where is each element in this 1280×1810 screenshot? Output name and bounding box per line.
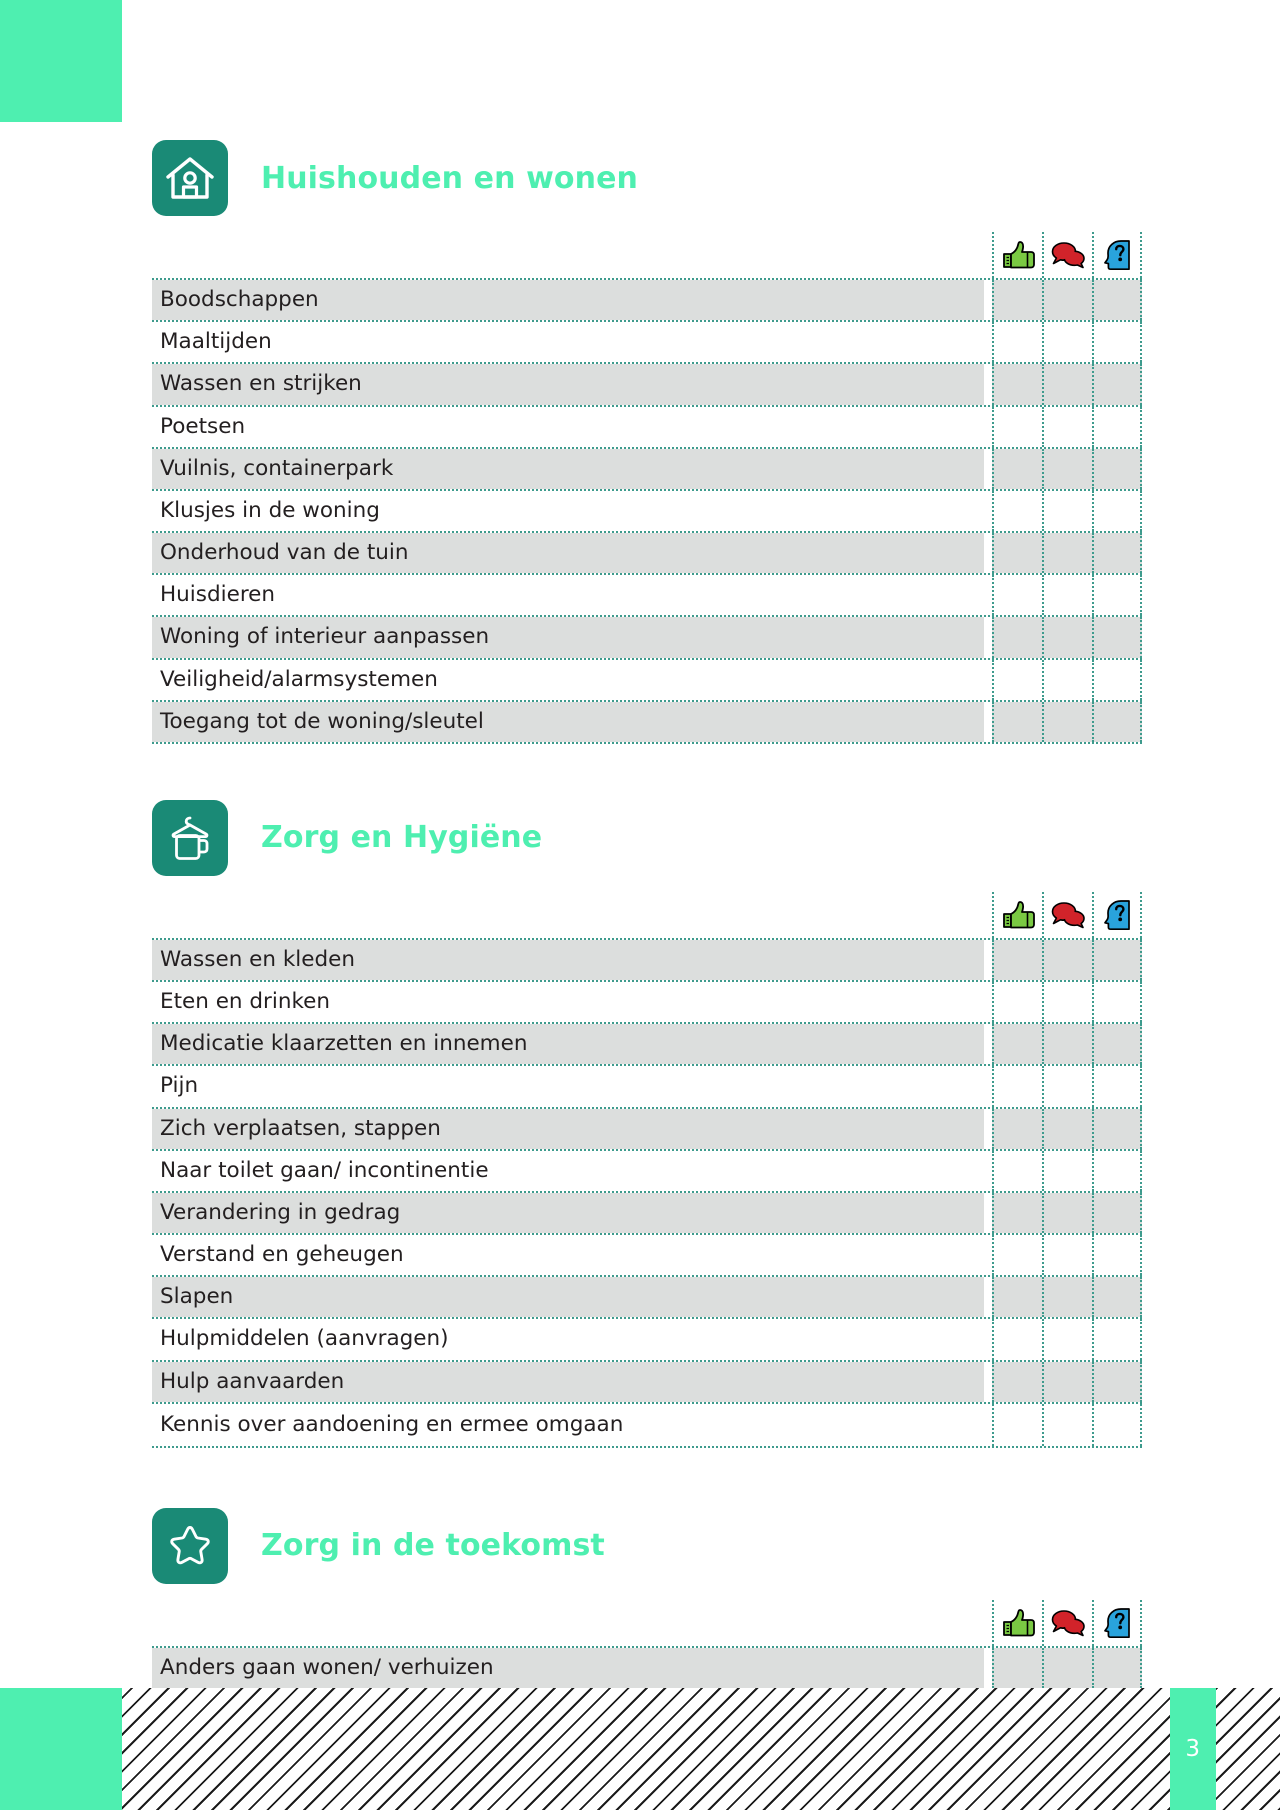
checkbox-cell-thumbs-up[interactable] — [992, 702, 1042, 742]
checkbox-cell-speech-bubbles[interactable] — [1042, 322, 1092, 362]
legend-cell-head-question — [1092, 1600, 1142, 1646]
table-row[interactable] — [152, 533, 1142, 575]
table-row[interactable] — [152, 1151, 1142, 1193]
decorative-corner-block-top-left — [0, 0, 122, 122]
checkbox-cell-speech-bubbles[interactable] — [1042, 1151, 1092, 1191]
checkbox-cell-speech-bubbles[interactable] — [1042, 1319, 1092, 1359]
checkbox-cell-thumbs-up[interactable] — [992, 533, 1042, 573]
checkbox-cell-speech-bubbles[interactable] — [1042, 1193, 1092, 1233]
checkbox-cell-speech-bubbles[interactable] — [1042, 280, 1092, 320]
checkbox-cell-head-question[interactable] — [1092, 322, 1142, 362]
row-label: Huisdieren — [152, 575, 984, 615]
row-label: Verandering in gedrag — [152, 1193, 984, 1233]
head-question-icon — [1102, 899, 1132, 931]
table-row[interactable] — [152, 364, 1142, 406]
cell-gap — [984, 660, 992, 700]
checkbox-cell-thumbs-up[interactable] — [992, 1648, 1042, 1688]
row-label: Toegang tot de woning/sleutel — [152, 702, 984, 742]
cell-gap — [984, 533, 992, 573]
table-row[interactable] — [152, 575, 1142, 617]
checkbox-cell-thumbs-up[interactable] — [992, 322, 1042, 362]
table-row[interactable] — [152, 1362, 1142, 1404]
table-row[interactable] — [152, 407, 1142, 449]
table-row[interactable] — [152, 1235, 1142, 1277]
table-row[interactable] — [152, 940, 1142, 982]
row-label: Wassen en strijken — [152, 364, 984, 404]
cell-gap — [984, 322, 992, 362]
legend-cell-thumbs-up — [992, 232, 1042, 278]
decorative-corner-block-bottom-left — [0, 1688, 122, 1810]
checkbox-cell-head-question[interactable] — [1092, 702, 1142, 742]
checkbox-cell-thumbs-up[interactable] — [992, 1066, 1042, 1106]
checkbox-cell-head-question[interactable] — [1092, 1066, 1142, 1106]
checkbox-cell-speech-bubbles[interactable] — [1042, 491, 1092, 531]
checkbox-cell-head-question[interactable] — [1092, 575, 1142, 615]
cell-gap — [984, 575, 992, 615]
checkbox-cell-thumbs-up[interactable] — [992, 617, 1042, 657]
section-zorg-en-hygiene — [152, 800, 1142, 1448]
checkbox-cell-speech-bubbles[interactable] — [1042, 1109, 1092, 1149]
row-label: Vuilnis, containerpark — [152, 449, 984, 489]
section-header — [152, 140, 1142, 216]
table-row[interactable] — [152, 1648, 1142, 1690]
star-icon — [152, 1508, 228, 1584]
table-row[interactable] — [152, 1109, 1142, 1151]
speech-bubbles-icon — [1050, 1609, 1086, 1637]
checkbox-cell-head-question[interactable] — [1092, 982, 1142, 1022]
row-label: Zich verplaatsen, stappen — [152, 1109, 984, 1149]
checkbox-cell-thumbs-up[interactable] — [992, 575, 1042, 615]
footer-hatch-pattern — [0, 1688, 1280, 1810]
cell-gap — [984, 940, 992, 980]
thumbs-up-icon — [1000, 240, 1036, 270]
checkbox-cell-speech-bubbles[interactable] — [1042, 449, 1092, 489]
row-label: Wassen en kleden — [152, 940, 984, 980]
checkbox-cell-thumbs-up[interactable] — [992, 1235, 1042, 1275]
checkbox-cell-head-question[interactable] — [1092, 1277, 1142, 1317]
table-row[interactable] — [152, 617, 1142, 659]
row-label: Naar toilet gaan/ incontinentie — [152, 1151, 984, 1191]
legend-cell-thumbs-up — [992, 892, 1042, 938]
checkbox-cell-head-question[interactable] — [1092, 1235, 1142, 1275]
cell-gap — [984, 1319, 992, 1359]
cell-gap — [984, 1404, 992, 1446]
checkbox-cell-thumbs-up[interactable] — [992, 982, 1042, 1022]
row-label: Woning of interieur aanpassen — [152, 617, 984, 657]
cell-gap — [984, 1648, 992, 1688]
checkbox-cell-thumbs-up[interactable] — [992, 1277, 1042, 1317]
checkbox-cell-head-question[interactable] — [1092, 1648, 1142, 1688]
cell-gap — [984, 1362, 992, 1402]
checkbox-cell-head-question[interactable] — [1092, 1362, 1142, 1402]
cell-gap — [984, 1151, 992, 1191]
checkbox-cell-thumbs-up[interactable] — [992, 491, 1042, 531]
section-huishouden-en-wonen — [152, 140, 1142, 744]
checklist-table-huishouden — [152, 278, 1142, 744]
checkbox-cell-head-question[interactable] — [1092, 449, 1142, 489]
row-label: Boodschappen — [152, 280, 984, 320]
checkbox-cell-head-question[interactable] — [1092, 1193, 1142, 1233]
checkbox-cell-speech-bubbles[interactable] — [1042, 1024, 1092, 1064]
checkbox-cell-head-question[interactable] — [1092, 533, 1142, 573]
table-row[interactable] — [152, 1066, 1142, 1108]
legend-cell-speech-bubbles — [1042, 232, 1092, 278]
checkbox-cell-speech-bubbles[interactable] — [1042, 1648, 1092, 1688]
checkbox-cell-thumbs-up[interactable] — [992, 1109, 1042, 1149]
cell-gap — [984, 280, 992, 320]
checkbox-cell-speech-bubbles[interactable] — [1042, 533, 1092, 573]
row-label: Kennis over aandoening en ermee omgaan — [152, 1404, 984, 1446]
row-label: Anders gaan wonen/ verhuizen — [152, 1648, 984, 1688]
page-number: 3 — [1185, 1736, 1201, 1762]
table-row[interactable] — [152, 280, 1142, 322]
checkbox-cell-thumbs-up[interactable] — [992, 660, 1042, 700]
checkbox-cell-thumbs-up[interactable] — [992, 940, 1042, 980]
legend-cell-speech-bubbles — [1042, 892, 1092, 938]
row-label: Maaltijden — [152, 322, 984, 362]
checkbox-cell-speech-bubbles[interactable] — [1042, 617, 1092, 657]
checkbox-cell-speech-bubbles[interactable] — [1042, 407, 1092, 447]
table-row[interactable] — [152, 491, 1142, 533]
head-question-icon — [1102, 239, 1132, 271]
checkbox-cell-head-question[interactable] — [1092, 1151, 1142, 1191]
checklist-table-zorg-hygiene — [152, 938, 1142, 1448]
table-row[interactable] — [152, 1319, 1142, 1361]
cell-gap — [984, 407, 992, 447]
page-footer — [0, 1688, 1280, 1810]
row-label: Hulpmiddelen (aanvragen) — [152, 1319, 984, 1359]
checkbox-cell-speech-bubbles[interactable] — [1042, 1066, 1092, 1106]
table-row[interactable] — [152, 1404, 1142, 1448]
checkbox-cell-speech-bubbles[interactable] — [1042, 575, 1092, 615]
row-label: Eten en drinken — [152, 982, 984, 1022]
legend-cell-speech-bubbles — [1042, 1600, 1092, 1646]
row-label: Slapen — [152, 1277, 984, 1317]
thumbs-up-icon — [1000, 1608, 1036, 1638]
legend-cell-head-question — [1092, 892, 1142, 938]
checkbox-cell-thumbs-up[interactable] — [992, 1362, 1042, 1402]
cell-gap — [984, 702, 992, 742]
table-row[interactable] — [152, 322, 1142, 364]
checkbox-cell-speech-bubbles[interactable] — [1042, 660, 1092, 700]
head-question-icon — [1102, 1607, 1132, 1639]
cell-gap — [984, 449, 992, 489]
table-row[interactable] — [152, 1024, 1142, 1066]
cell-gap — [984, 364, 992, 404]
page-content — [152, 140, 1142, 1810]
legend-row — [152, 1600, 1142, 1646]
checkbox-cell-thumbs-up[interactable] — [992, 1193, 1042, 1233]
row-label: Medicatie klaarzetten en innemen — [152, 1024, 984, 1064]
checkbox-cell-thumbs-up[interactable] — [992, 449, 1042, 489]
cell-gap — [984, 1109, 992, 1149]
hanger-basin-icon — [152, 800, 228, 876]
cell-gap — [984, 1066, 992, 1106]
checkbox-cell-head-question[interactable] — [1092, 660, 1142, 700]
table-row[interactable] — [152, 982, 1142, 1024]
row-label: Pijn — [152, 1066, 984, 1106]
checkbox-cell-head-question[interactable] — [1092, 1024, 1142, 1064]
checkbox-cell-thumbs-up[interactable] — [992, 407, 1042, 447]
cell-gap — [984, 982, 992, 1022]
checkbox-cell-head-question[interactable] — [1092, 364, 1142, 404]
table-row[interactable] — [152, 1193, 1142, 1235]
checkbox-cell-head-question[interactable] — [1092, 617, 1142, 657]
checkbox-cell-head-question[interactable] — [1092, 491, 1142, 531]
cell-gap — [984, 1277, 992, 1317]
speech-bubbles-icon — [1050, 901, 1086, 929]
checkbox-cell-head-question[interactable] — [1092, 407, 1142, 447]
section-title: Zorg en Hygiëne — [261, 820, 543, 856]
checkbox-cell-speech-bubbles[interactable] — [1042, 982, 1092, 1022]
section-header — [152, 1508, 1142, 1584]
cell-gap — [984, 1024, 992, 1064]
table-row[interactable] — [152, 1277, 1142, 1319]
checkbox-cell-thumbs-up[interactable] — [992, 1024, 1042, 1064]
checkbox-cell-head-question[interactable] — [1092, 280, 1142, 320]
table-row[interactable] — [152, 660, 1142, 702]
checkbox-cell-thumbs-up[interactable] — [992, 1404, 1042, 1446]
checkbox-cell-speech-bubbles[interactable] — [1042, 1235, 1092, 1275]
cell-gap — [984, 1235, 992, 1275]
row-label: Verstand en geheugen — [152, 1235, 984, 1275]
checkbox-cell-speech-bubbles[interactable] — [1042, 364, 1092, 404]
checkbox-cell-speech-bubbles[interactable] — [1042, 702, 1092, 742]
cell-gap — [984, 1193, 992, 1233]
legend-cell-head-question — [1092, 232, 1142, 278]
section-title: Huishouden en wonen — [261, 160, 638, 196]
row-label: Hulp aanvaarden — [152, 1362, 984, 1402]
thumbs-up-icon — [1000, 900, 1036, 930]
checkbox-cell-thumbs-up[interactable] — [992, 1151, 1042, 1191]
row-label: Onderhoud van de tuin — [152, 533, 984, 573]
checkbox-cell-thumbs-up[interactable] — [992, 280, 1042, 320]
section-title: Zorg in de toekomst — [261, 1528, 605, 1564]
section-header — [152, 800, 1142, 876]
checkbox-cell-head-question[interactable] — [1092, 940, 1142, 980]
checkbox-cell-speech-bubbles[interactable] — [1042, 940, 1092, 980]
row-label: Klusjes in de woning — [152, 491, 984, 531]
checkbox-cell-thumbs-up[interactable] — [992, 1319, 1042, 1359]
checkbox-cell-thumbs-up[interactable] — [992, 364, 1042, 404]
checkbox-cell-head-question[interactable] — [1092, 1404, 1142, 1446]
legend-row — [152, 892, 1142, 938]
row-label: Veiligheid/alarmsystemen — [152, 660, 984, 700]
checkbox-cell-speech-bubbles[interactable] — [1042, 1277, 1092, 1317]
table-row[interactable] — [152, 702, 1142, 744]
checkbox-cell-head-question[interactable] — [1092, 1319, 1142, 1359]
table-row[interactable] — [152, 449, 1142, 491]
cell-gap — [984, 617, 992, 657]
legend-row — [152, 232, 1142, 278]
legend-cell-thumbs-up — [992, 1600, 1042, 1646]
row-label: Poetsen — [152, 407, 984, 447]
cell-gap — [984, 491, 992, 531]
speech-bubbles-icon — [1050, 241, 1086, 269]
checkbox-cell-head-question[interactable] — [1092, 1109, 1142, 1149]
checkbox-cell-speech-bubbles[interactable] — [1042, 1404, 1092, 1446]
house-icon — [152, 140, 228, 216]
checkbox-cell-speech-bubbles[interactable] — [1042, 1362, 1092, 1402]
